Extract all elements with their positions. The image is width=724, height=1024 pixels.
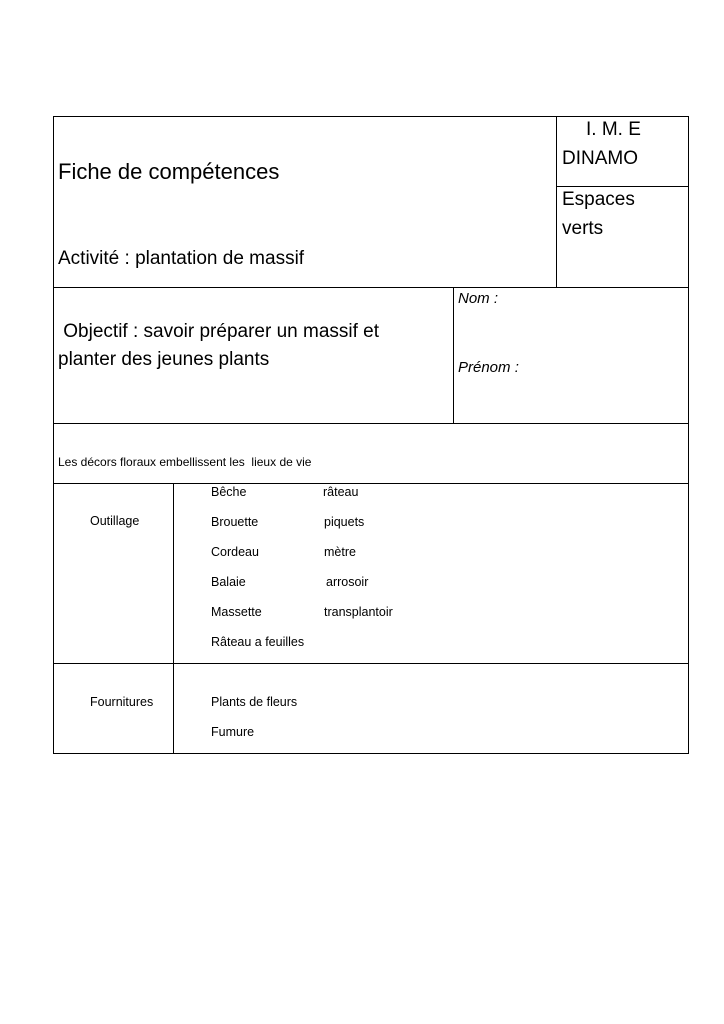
tool-item: Balaie bbox=[211, 575, 246, 589]
department-line-2: verts bbox=[562, 218, 604, 239]
institution-line-2: DINAMO bbox=[562, 148, 638, 169]
institution-line-1: I. M. E bbox=[586, 119, 641, 140]
tool-item: Râteau a feuilles bbox=[211, 635, 305, 649]
supply-item: Plants de fleurs bbox=[211, 695, 298, 709]
activity-text: Activité : plantation de massif bbox=[58, 248, 305, 269]
supply-item: Fumure bbox=[211, 725, 255, 739]
tool-item: râteau bbox=[323, 485, 359, 499]
table-border-bottom bbox=[53, 753, 689, 754]
page-title: Fiche de compétences bbox=[58, 159, 280, 184]
divider-header-bottom bbox=[53, 287, 689, 288]
divider-label-column bbox=[173, 483, 174, 754]
tool-item: Brouette bbox=[211, 515, 259, 529]
table-border-top bbox=[53, 116, 689, 117]
divider-objective-bottom bbox=[53, 423, 689, 424]
objective-line-2: planter des jeunes plants bbox=[58, 349, 270, 370]
tool-item: Massette bbox=[211, 605, 262, 619]
tool-item: Bêche bbox=[211, 485, 247, 499]
tool-item: mètre bbox=[324, 545, 356, 559]
tool-item: arrosoir bbox=[326, 575, 369, 589]
department-line-1: Espaces bbox=[562, 189, 635, 210]
objective-line-1: Objectif : savoir préparer un massif et bbox=[58, 321, 380, 342]
prenom-field-label: Prénom : bbox=[458, 359, 519, 376]
tool-item: piquets bbox=[324, 515, 365, 529]
tool-item: transplantoir bbox=[324, 605, 393, 619]
nom-field-label: Nom : bbox=[458, 290, 499, 307]
table-border-right bbox=[688, 116, 689, 754]
divider-header-right-column bbox=[556, 116, 557, 288]
table-border-left bbox=[53, 116, 54, 754]
divider-outillage-bottom bbox=[53, 663, 689, 664]
fournitures-label: Fournitures bbox=[90, 695, 154, 709]
tool-item: Cordeau bbox=[211, 545, 259, 559]
outillage-label: Outillage bbox=[90, 514, 140, 528]
divider-intro-bottom bbox=[53, 483, 689, 484]
divider-institution-department bbox=[556, 186, 689, 187]
intro-text: Les décors floraux embellissent les lieux de vie bbox=[58, 455, 312, 469]
divider-objective-name-column bbox=[453, 287, 454, 424]
